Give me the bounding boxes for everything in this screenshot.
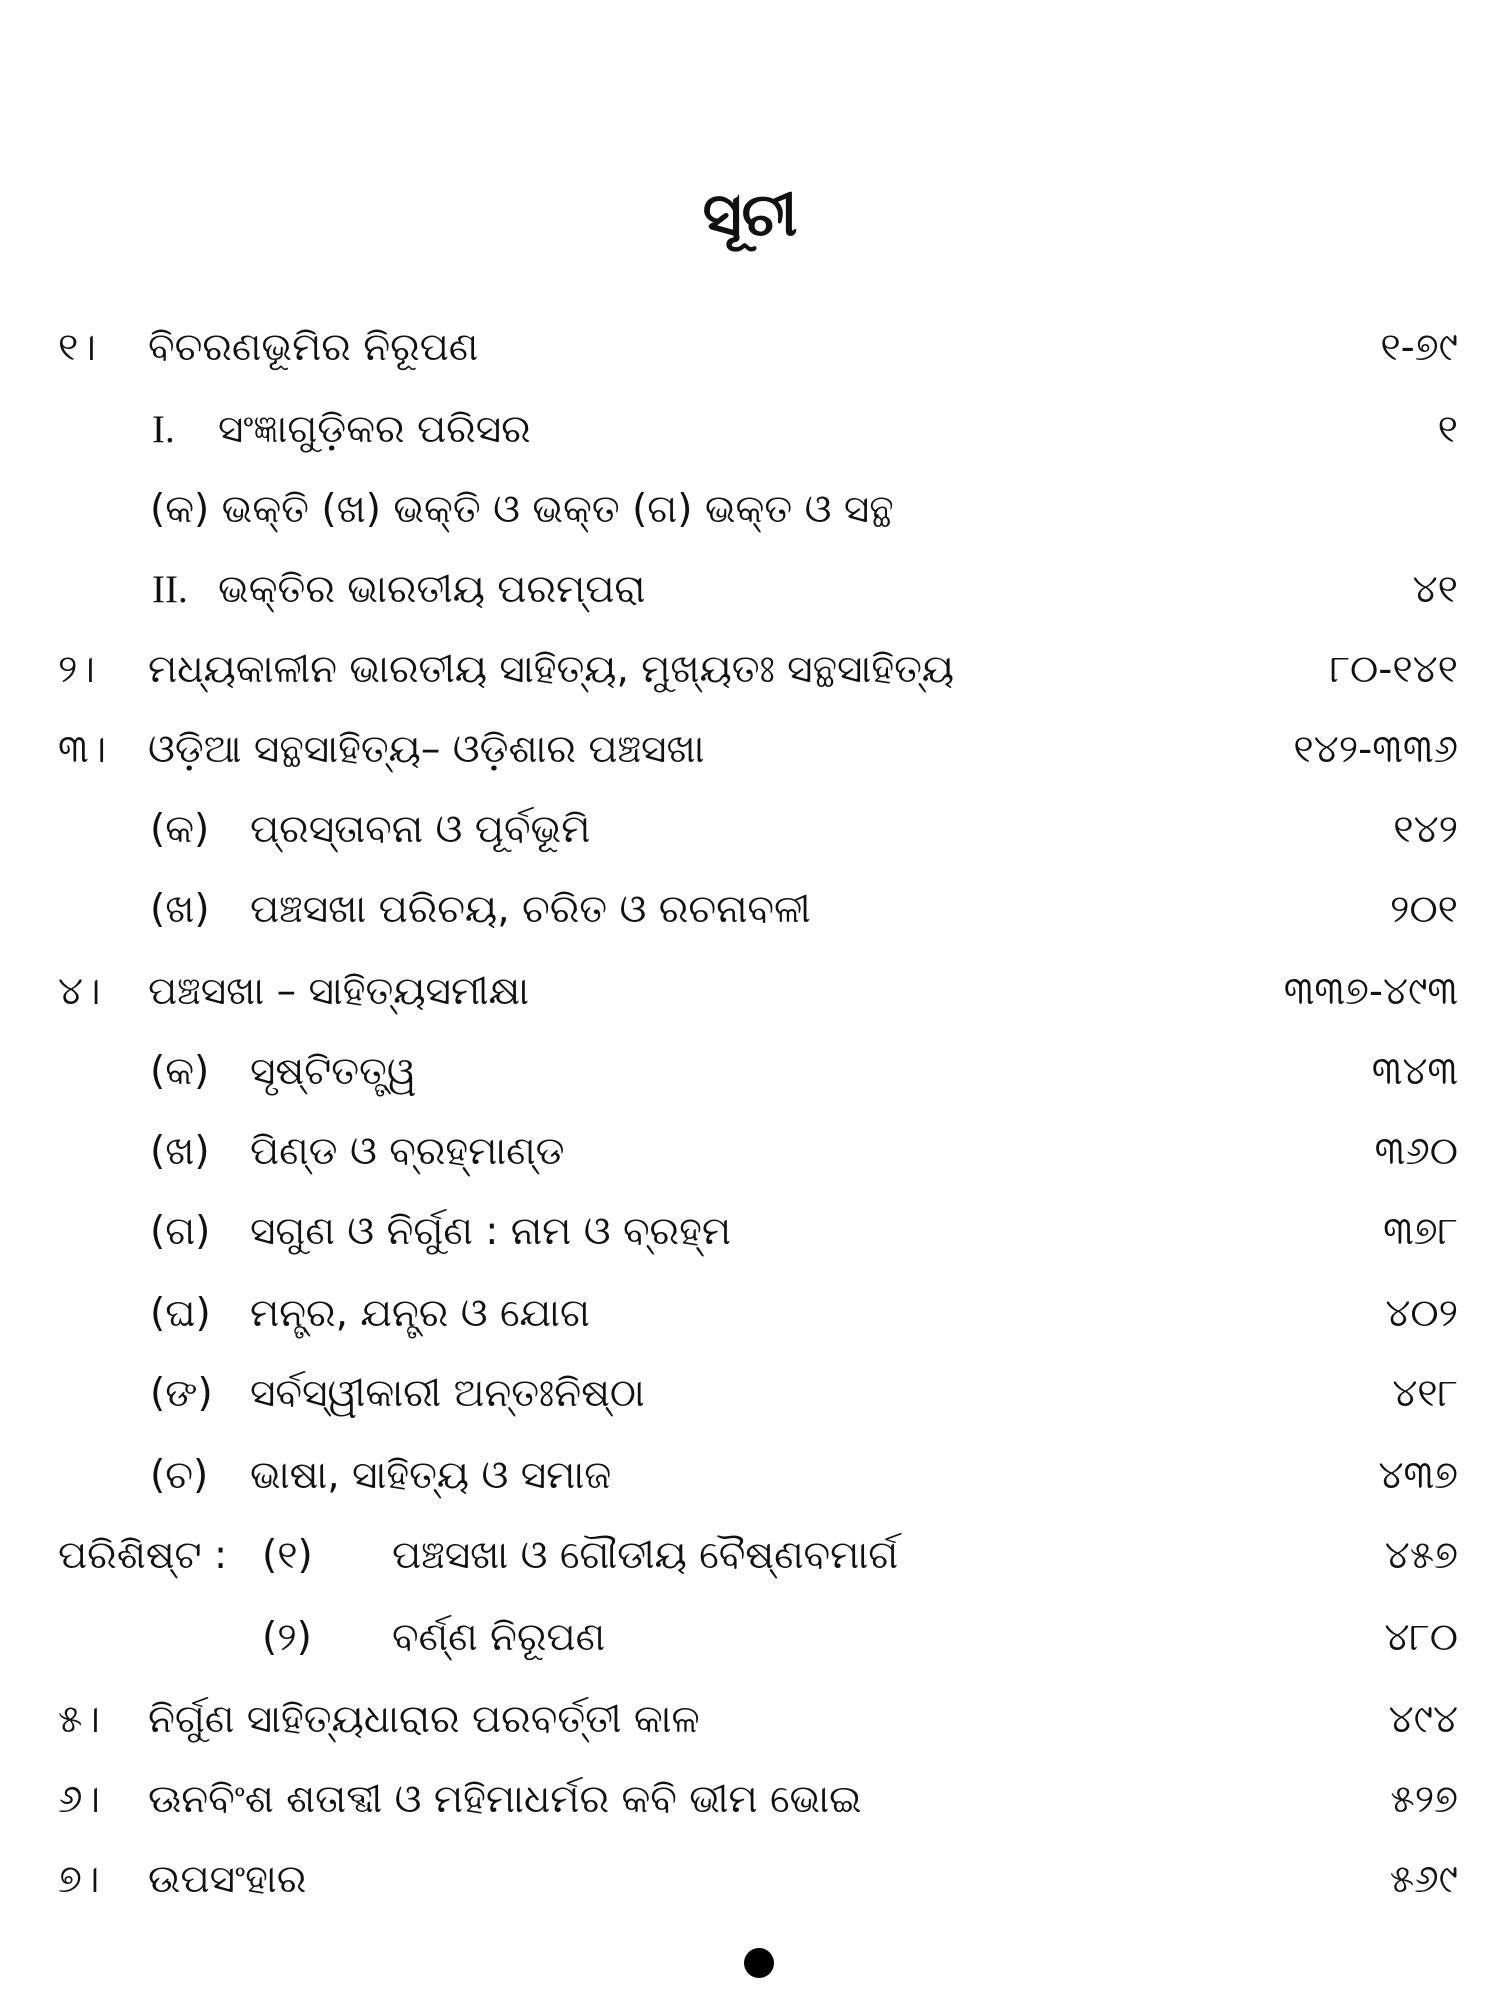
entry-page: ୫୨୭ [1390,1777,1458,1822]
toc-entry [0,1040,1500,1104]
entry-title: ପ୍ରସ୍ତାବନା ଓ ପୂର୍ବଭୂମି [250,807,591,852]
entry-page: ୮୦-୧୪୧ [1329,647,1458,692]
entry-title: ପଞ୍ଚସଖା ପରିଚୟ, ଚରିତ ଓ ରଚନାବଳୀ [250,887,811,932]
entry-number: ୫। [58,1697,100,1742]
entry-number: ୭। [58,1857,100,1902]
toc-entry [0,1848,1500,1912]
entry-title: ପଞ୍ଚସଖା ଓ ଗୌଡୀୟ ବୈଷ୍ଣବମାର୍ଗ [392,1533,899,1578]
end-bullet [744,1948,774,1978]
entry-subnumber: (ଘ) [150,1291,211,1336]
entry-number: ୬। [58,1777,101,1822]
entry-title: ଭକ୍ତିର ଭାରତୀୟ ପରମ୍ପରା [218,567,646,612]
entry-title: ସଗୁଣ ଓ ନିର୍ଗୁଣ : ନାମ ଓ ବ୍ରହ୍ମ [250,1209,732,1254]
entry-title: ବିଚରଣଭୂମିର ନିରୂପଣ [148,325,479,370]
toc-entry [0,638,1500,702]
toc-entry [0,798,1500,862]
toc-entry [0,1524,1500,1588]
entry-subnumber: (୧) [262,1533,313,1578]
entry-number: ୧। [58,325,96,370]
entry-page: ୪୮୦ [1384,1615,1458,1660]
entry-title: ସୃଷ୍ଟିତତ୍ତ୍ୱ [250,1049,417,1094]
entry-subnumber: (ଖ) [150,887,210,932]
entry-title: ଊନବିଂଶ ଶତାବ୍ଦୀ ଓ ମହିମାଧର୍ମର କବି ଭୀମ ଭୋଇ [148,1777,862,1822]
entry-page: ୪୩୭ [1378,1453,1458,1498]
entry-title: ପଞ୍ଚସଖା – ସାହିତ୍ୟସମୀକ୍ଷା [148,969,530,1014]
entry-page: ୪୧ [1412,567,1458,612]
entry-page: ୧-୭୯ [1380,325,1458,370]
toc-entry [0,316,1500,380]
toc-entry [0,878,1500,942]
entry-title: ଭାଷା, ସାହିତ୍ୟ ଓ ସମାଜ [250,1453,612,1498]
entry-page: ୩୩୭-୪୯୩ [1283,969,1458,1014]
entry-title: ଓଡ଼ିଆ ସନ୍ଥସାହିତ୍ୟ– ଓଡ଼ିଶାର ପଞ୍ଚସଖା [148,727,705,772]
entry-page: ୪୯୪ [1388,1697,1458,1742]
entry-title: ସଂଜ୍ଞାଗୁଡ଼ିକର ପରିସର [218,407,531,452]
entry-subnumber: (କ) [150,807,210,852]
toc-entry [0,1200,1500,1264]
appendix-label: ପରିଶିଷ୍ଟ : [58,1533,228,1578]
entry-page: ୫୬୯ [1389,1857,1458,1902]
entry-subnumber: (ଙ) [150,1371,213,1416]
entry-title: ମଧ୍ୟକାଳୀନ ଭାରତୀୟ ସାହିତ୍ୟ, ମୁଖ୍ୟତଃ ସନ୍ଥସାହିତ୍ୟ [148,647,955,692]
entry-subnumber: II. [152,568,188,611]
entry-page: ୧୪୨ [1393,807,1458,852]
entry-page: ୩୪୩ [1371,1049,1458,1094]
toc-entry [0,398,1500,462]
entry-title: ଉପସଂହାର [148,1857,307,1902]
entry-page: ୩୬୦ [1374,1129,1458,1174]
entry-page: ୪୦୨ [1385,1291,1458,1336]
entry-title: ସର୍ବସ୍ୱୀକାରୀ ଅନ୍ତଃନିଷ୍ଠା [250,1371,645,1416]
entry-number: ୪। [58,969,101,1014]
toc-entry [0,718,1500,782]
entry-subnumber: (ଖ) [150,1129,210,1174]
toc-entry [0,1120,1500,1184]
page-title: ସୂଚୀ [702,180,798,250]
toc-entry [0,1444,1500,1508]
entry-subnumber: (୨) [262,1615,312,1660]
entry-number: ୨। [58,647,95,692]
toc-entry [0,960,1500,1024]
entry-title: ମନ୍ତ୍ର, ଯନ୍ତ୍ର ଓ ଯୋଗ [250,1291,590,1336]
toc-entry [0,558,1500,622]
entry-subnumber: I. [152,408,175,451]
toc-entry [0,1688,1500,1752]
entry-title: (କ) ଭକ୍ତି (ଖ) ଭକ୍ତି ଓ ଭକ୍ତ (ଗ) ଭକ୍ତ ଓ ସନ୍ଥ [150,487,894,532]
entry-page: ୧ [1437,407,1458,452]
toc-entry [0,1282,1500,1346]
entry-page: ୪୧୮ [1392,1371,1458,1416]
toc-entry [0,1606,1500,1670]
entry-title: ବର୍ଣ୍ଣ ନିରୂପଣ [392,1615,606,1660]
entry-title: ପିଣ୍ଡ ଓ ବ୍ରହ୍ମାଣ୍ଡ [250,1129,565,1174]
entry-page: ୪୫୭ [1384,1533,1458,1578]
toc-entry [0,1768,1500,1832]
entry-number: ୩। [58,727,107,772]
toc-entry [0,478,1500,542]
entry-subnumber: (ଚ) [150,1453,209,1498]
toc-entry [0,1362,1500,1426]
entry-page: ୨୦୧ [1390,887,1458,932]
entry-page: ୧୪୨-୩୩୬ [1293,727,1458,772]
entry-page: ୩୭୮ [1383,1209,1458,1254]
entry-subnumber: (ଗ) [150,1209,211,1254]
entry-subnumber: (କ) [150,1049,210,1094]
entry-title: ନିର୍ଗୁଣ ସାହିତ୍ୟଧାରାର ପରବର୍ତ୍ତୀ କାଳ [148,1697,700,1742]
